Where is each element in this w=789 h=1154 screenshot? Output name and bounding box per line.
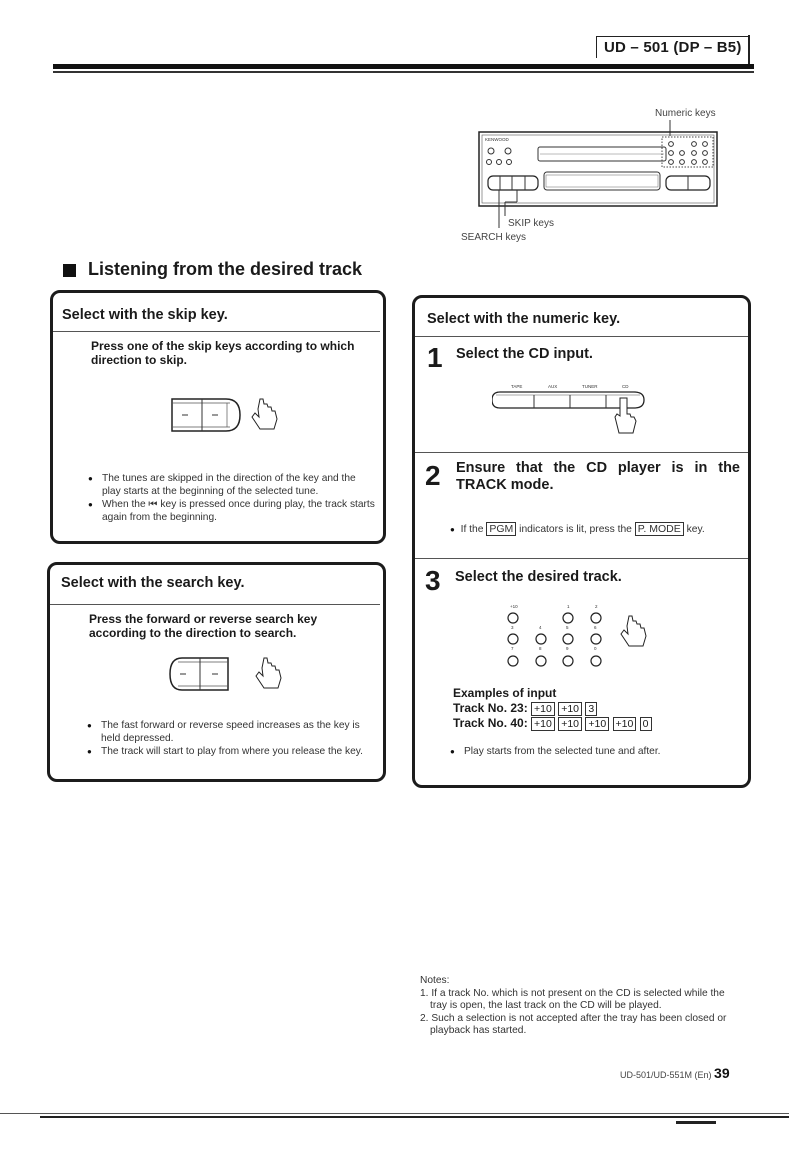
notes-heading: Notes: [420,975,450,986]
key-label-2: 2 [595,604,598,609]
bottom-rule [0,1113,789,1114]
divider [415,558,748,559]
key-label-8: 8 [539,646,542,651]
pgm-indicator: PGM [486,522,516,536]
step-3-number: 3 [425,565,441,596]
search-bullet-1: ● The fast forward or reverse speed increases as the key is held depressed. [87,720,377,745]
step-2-title: Ensure that the CD player is in the TRACK mode. [456,460,740,493]
divider [50,604,380,605]
track-40-example [453,716,652,731]
step-3-title: Select the desired track. [455,569,622,585]
search-bullet-2: ● The track will start to play from where you release the key. [87,746,377,759]
key-label-4: 4 [539,625,542,630]
pmode-key: P. MODE [635,522,684,536]
model-title: UD – 501 (DP – B5) [596,36,748,58]
input-label-cd: CD [622,384,629,389]
notes [420,975,738,1038]
key-text: key. [686,524,705,535]
section-title: Listening from the desired track [88,259,363,279]
key-chip: 3 [585,702,597,716]
search-keys-label: SEARCH keys [461,232,527,243]
key-label-9: 9 [566,646,569,651]
key-chip: +10 [558,717,582,731]
divider [53,331,380,332]
step-2-number: 2 [425,460,441,491]
header-rule-thin [53,71,754,73]
note-2: 2. Such a selection is not accepted after the tray has been closed or playback has started. [420,1012,727,1037]
key-chip: +10 [585,717,609,731]
step-2-bullet: ● If the PGM indicators is lit, press the P. MODE key. [450,523,705,535]
key-chip: +10 [531,702,555,716]
key-chip: 0 [640,717,652,731]
skip-keys-label: SKIP keys [508,218,554,229]
track-23-label: Track No. 23: [453,701,528,715]
note-1: 1. If a track No. which is not present on the CD is selected while the tray is open, the last track on the CD will be played. [420,987,725,1012]
divider [415,336,748,337]
input-selector-illustration [492,382,652,442]
skip-panel-title: Select with the skip key. [62,307,228,323]
search-instruction: Press the forward or reverse search key according to the direction to search. [89,612,318,640]
key-label-6: 6 [594,625,597,630]
skip-key-illustration [170,397,290,447]
if-the-text: If the [460,524,484,535]
key-label-7: 7 [511,646,514,651]
section-bullet-icon [63,264,76,277]
track-23-example [453,701,597,716]
key-label-0: 0 [594,646,597,651]
track-40-label: Track No. 40: [453,716,528,730]
numeric-panel-title: Select with the numeric key. [427,311,621,327]
skip-instruction: Press one of the skip keys according to which direction to skip. [91,339,355,367]
step-1-title: Select the CD input. [456,346,593,362]
indicator-text: indicators is lit, press the [519,524,632,535]
numeric-keypad-illustration [503,602,663,672]
input-label-tape: TAPE [511,384,523,389]
search-key-illustration [168,656,298,706]
input-label-tuner: TUNER [582,384,598,389]
bottom-rule-thick [40,1116,789,1118]
brand-logo: KENWOOD [485,137,509,142]
footer-code [620,1065,730,1081]
key-label-3: 3 [511,625,514,630]
skip-bullet-1: ● The tunes are skipped in the direction of the key and the play starts at the beginning of the selected tune. [88,473,376,498]
input-label-aux: AUX [548,384,558,389]
skip-bullets [88,473,376,525]
step-3-bullet: ● Play starts from the selected tune and after. [450,746,730,759]
search-bullets [87,720,377,760]
step-1-number: 1 [427,342,443,373]
step-3-bullets [450,746,730,760]
key-label-5: 5 [566,625,569,630]
bottom-mark [676,1121,716,1124]
skip-bullet-2: ● When the ⏮ key is pressed once during play, the track starts again from the beginning. [88,499,376,524]
key-label-plus10: +10 [510,604,518,609]
key-label-1: 1 [567,604,570,609]
search-panel-title: Select with the search key. [61,575,245,591]
divider [415,452,748,453]
page-number: 39 [714,1065,730,1081]
header-rule [53,64,754,69]
examples-title: Examples of input [453,686,557,700]
key-chip: +10 [531,717,555,731]
key-chip: +10 [613,717,637,731]
numeric-keys-label: Numeric keys [655,108,716,119]
footer-model-code: UD-501/UD-551M (En) [620,1070,712,1080]
key-chip: +10 [558,702,582,716]
